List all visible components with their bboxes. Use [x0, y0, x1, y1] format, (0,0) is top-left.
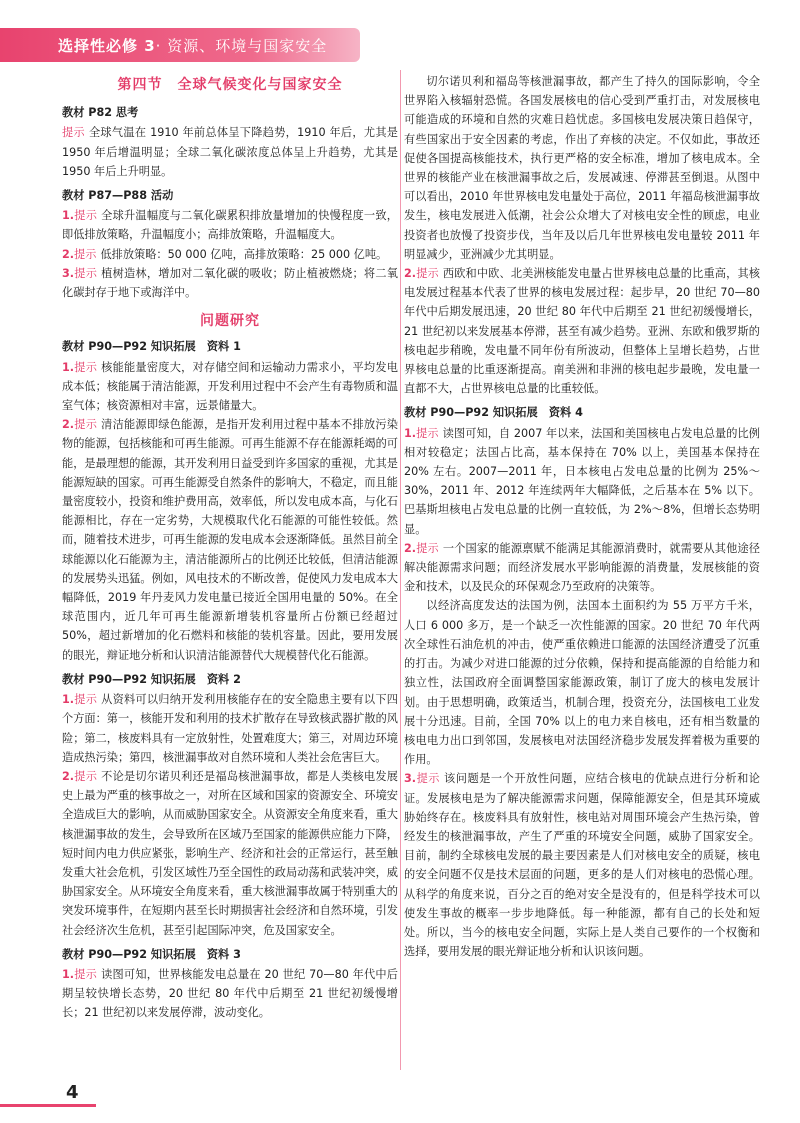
- textbook-reference: 教材 P82 思考: [62, 106, 139, 120]
- answer-item: 2.提示 西欧和中欧、北美洲核能发电量占世界核电总量的比重高，其核电发展过程基本代表了世界的核电发展过程：起步早，20 世纪 70—80 年代中后期发展迅速，20 世纪 80 年代中后期至 21 世纪初缓慢增长，21 世纪初以来发展基本停滞，甚至有减少趋势。亚洲、东欧和俄罗斯的核电起步稍晚，发电量不同年份有所波动，但整体上呈增长趋势，占世界核电总量的比重逐渐提高。南美洲和非洲的核电起步最晚，发电量一直都不大，占世界核电总量的比重较低。: [404, 267, 760, 396]
- answer-item: 2.提示 清洁能源即绿色能源，是指开发利用过程中基本不排放污染物的能源，包括核能和可再生能源。可再生能源不存在能源耗竭的可能，是最理想的能源，其开发利用日益受到许多国家的重视，尤其是能源短缺的国家。可再生能源受自然条件的影响大，不稳定，而且能量密度较小，投资和维护费用高，效率低，所以发电成本高，与化石能源相比，存在一定劣势，大规模取代化石能源的可能性较低。然而，随着技术进步，可再生能源的发电成本会逐渐降低。虽然目前全球能源以化石能源为主，清洁能源所占的比例还比较低，但清洁能源的发展势头迅猛。例如，风电技术的不断改善，促使风力发电成本大幅降低，2019 年丹麦风力发电量已接近全国用电量的 50%。在全球范围内，近几年可再生能源新增装机容量所占份额已经超过 50%，超过新增加的化石燃料和核能的装机容量。因此，要用发展的眼光，辩证地分析和认识清洁能源替代大规模替代化石能源。: [62, 418, 398, 662]
- textbook-reference: 教材 P90—P92 知识拓展 资料 2: [62, 672, 241, 686]
- answer-item: 3.提示 该问题是一个开放性问题，应结合核电的优缺点进行分析和论证。发展核电是为了解决能源需求问题，保障能源安全，但是其环境威胁始终存在。核废料具有放射性，核电站对周围环境会产生热污染，曾经发生的核泄漏事故，产生了严重的环境安全问题，威胁了国家安全。目前，制约全球核电发展的最主要因素是人们对核电安全的质疑，核电的安全问题不仅是技术层面的问题，更多的是人们对核电的恐慌心理。从科学的角度来说，百分之百的绝对安全是没有的，但是科学技术可以使发生事故的概率一步步地降低。每一种能源，都有自己的长处和短处。所以，当今的核电安全问题，实际上是人类自己要作的一个权衡和选择，要用发展的眼光辩证地分析和认识该问题。: [404, 772, 760, 959]
- page-number: 4: [66, 1082, 79, 1103]
- subsection-title: 问题研究: [200, 313, 260, 330]
- chapter-banner: [0, 28, 360, 62]
- answer-item: 1.提示 读图可知，自 2007 年以来，法国和美国核电占发电总量的比例相对较稳定；法国占比高，基本保持在 70% 以上，美国基本保持在 20% 左右。2007—2011 年，日本核电占发电总量的比例为 25%～30%，2011 年、2012 年连续两年大幅降低，之后基本在 5% 以下。巴基斯坦核电占发电总量的比例一直较低，为 2%～8%，但增长态势明显。: [404, 426, 760, 536]
- answer-item: 3.提示 植树造林，增加对二氧化碳的吸收；防止植被燃烧；将二氧化碳封存于地下或海洋中。: [62, 266, 398, 300]
- textbook-reference: 教材 P87—P88 活动: [62, 189, 174, 203]
- answer-item: 提示 全球气温在 1910 年前总体呈下降趋势，1910 年后，尤其是 1950 年后增温明显；全球二氧化碳浓度总体呈上升趋势，尤其是 1950 年后上升明显。: [62, 126, 398, 178]
- section-title: 第四节 全球气候变化与国家安全: [117, 77, 343, 93]
- answer-item: 1.提示 从资料可以归纳开发利用核能存在的安全隐患主要有以下四个方面：第一，核能开发和利用的技术扩散存在导致核武器扩散的风险；第二，核废料具有一定放射性，处置难度大；第三，对周边环境造成热污染；第四，核泄漏事故对自然环境和人类社会危害巨大。: [62, 693, 398, 764]
- textbook-reference: 教材 P90—P92 知识拓展 资料 4: [404, 406, 583, 420]
- paragraph: 切尔诺贝利和福岛等核泄漏事故，都产生了持久的国际影响，令全世界陷入核辐射恐慌。各国发展核电的信心受到严重打击，对发展核电可能造成的环境和自然的灾难日趋忧虑。多国核电发展决策日趋保守，有些国家出于安全因素的考虑，作出了弃核的决定。不仅如此，事故还促使各国提高核能技术，执行更严格的安全标准，增加了核电成本。全世界的核能产业在核泄漏事故之后，发展减速、停滞甚至倒退。从图中可以看出，2010 年世界核电发电量处于高位，2011 年福岛核泄漏事故发生，核电发展进入低潮，社会公众增大了对核电安全性的顾虑，电业投资者也放慢了投资步伐，当年及以后几年世界核电发电量较 2011 年明显减少，亚洲减少尤其明显。: [404, 75, 760, 261]
- answer-item: 2.提示 不论是切尔诺贝利还是福岛核泄漏事故，都是人类核电发展史上最为严重的核事故之一，对所在区域和国家的资源安全、环境安全造成巨大的影响，从而威胁国家安全。从资源安全角度来看，重大核泄漏事故的发生，会导致所在区域乃至国家的能源供应能力下降，短时间内电力供应紧张，影响生产、经济和社会的正常运行，甚至触发重大社会危机，引发区域性乃至全国性的政局动荡和武装冲突，威胁国家安全。从环境安全角度来看，重大核泄漏事故属于特别重大的突发环境事件，在短期内甚至长时期损害社会经济和自然环境，引发社会经济次生危机，甚至引起国际冲突，危及国家安全。: [62, 769, 398, 937]
- textbook-reference: 教材 P90—P92 知识拓展 资料 3: [62, 947, 241, 961]
- textbook-reference: 教材 P90—P92 知识拓展 资料 1: [62, 340, 241, 354]
- column-divider: [400, 70, 401, 1070]
- answer-item: 1.提示 全球升温幅度与二氧化碳累积排放量增加的快慢程度一致，即低排放策略，升温幅度小；高排放策略，升温幅度大。: [62, 209, 398, 242]
- paragraph: 以经济高度发达的法国为例，法国本土面积约为 55 万平方千米，人口 6 000 多万，是一个缺乏一次性能源的国家。20 世纪 70 年代两次全球性石油危机的冲击，使严重依赖进口能源的法国经济遭受了沉重的打击。为减少对进口能源的过分依赖，保持和提高能源的自给能力和独立性，法国政府全面调整国家能源政策，制订了庞大的核电发展计划。由于思想明确，政策适当，机制合理，投资充分，法国核电工业发展十分迅速。目前，全国 70% 以上的电力来自核电，还有相当数量的核电电力出口到邻国，发展核电对法国经济稳步发展发挥着极为重要的作用。: [404, 599, 760, 767]
- answer-item: 1.提示 核能能量密度大，对存储空间和运输动力需求小，平均发电成本低；核能属于清洁能源，开发利用过程中不会产生有毒物质和温室气体；核资源相对丰富，远景储量大。: [62, 360, 398, 413]
- right-column: [404, 72, 760, 961]
- banner-title: 选择性必修 3· 资源、环境与国家安全: [58, 36, 328, 55]
- left-column: [62, 72, 398, 1023]
- answer-item: 1.提示 读图可知，世界核能发电总量在 20 世纪 70—80 年代中后期呈较快增长态势，20 世纪 80 年代中后期至 21 世纪初缓慢增长；21 世纪初以来发展停滞，波动变化。: [62, 967, 398, 1020]
- answer-item: 2.提示 一个国家的能源禀赋不能满足其能源消费时，就需要从其他途径解决能源需求问题；而经济发展水平影响能源的消费量，发展核能的资金和技术，以及民众的环保观念乃至政府的决策等。: [404, 541, 760, 594]
- footer-accent-line: [0, 1104, 96, 1107]
- answer-item: 2.提示 低排放策略：50 000 亿吨，高排放策略：25 000 亿吨。: [62, 247, 388, 261]
